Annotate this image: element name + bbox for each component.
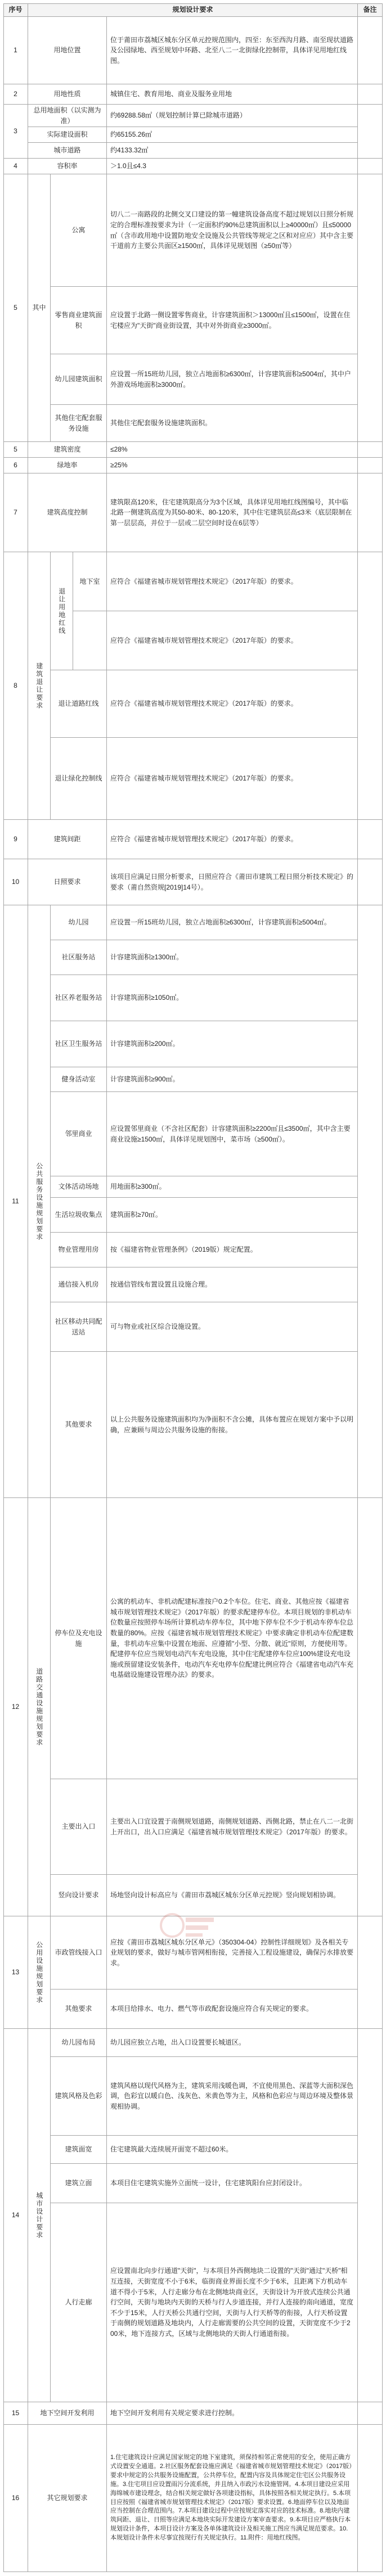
row-no: 5 xyxy=(3,174,28,442)
row-no: 6 xyxy=(3,458,28,473)
row-no: 3 xyxy=(3,105,28,159)
row-text: 城镇住宅、教育用地、商业及服务业用地 xyxy=(107,84,358,105)
row-text: 地下空间开发利用有关规定要求进行控制。 xyxy=(107,2402,358,2425)
row-no: 16 xyxy=(3,2425,28,2572)
row-remark xyxy=(358,105,383,159)
row-text: 应按《莆田市荔城区城东分区单元》（350304-04）控制性详细规划》及各相关专业规划的要求，做好与城市管网相衔接，完善接入工程设施建设，确保污水排放要求。 xyxy=(107,1916,358,1989)
watermark-icon xyxy=(156,1910,218,1942)
row-text: 应设置南北向步行通道"天街"，与本项目外西侧地块二设置的"天街"通过"天桥"相互连接，天街宽度不小于6米，临街商业界面长度不少于6米，且距离下方机动车道不得小于5米，人行走廊分布在北侧地块商业区，天街设计为开放式连续公共通行空间，天街与地块内天街的天桥与行人步道连接，并行人连接的南向通道，宽度不少于15米，人行天桥公共通行空间，天街与人行天桥等的衔接，人行天桥设置于南侧的规划道路及地块内，人行走廊需要的公共空间的设置，天街宽度不少于200米，地下连接方式，区域与北侧地块的天街人行通道衔接。 xyxy=(107,2203,358,2402)
row-item: 建筑间距 xyxy=(28,820,107,859)
row-subitem xyxy=(73,611,107,670)
row-subitem: 人行走廊 xyxy=(51,2203,107,2402)
row-item: 建筑密度 xyxy=(28,442,107,458)
row-subitem: 文体活动场地 xyxy=(51,1176,107,1198)
row-no: 12 xyxy=(3,1498,28,1916)
row-no: 13 xyxy=(3,1916,28,2029)
row-text: 按通信管线布置设置且设施合理。 xyxy=(107,1267,358,1302)
row-subitem: 社区卫生服务站 xyxy=(51,1021,107,1067)
row-subitem: 幼儿园 xyxy=(51,905,107,940)
row-remark xyxy=(358,905,383,1498)
row-subitem: 其他住宅配套服务设施 xyxy=(51,405,107,442)
row-subitem: 地下室 xyxy=(73,552,107,611)
row-no: 8 xyxy=(3,552,28,820)
row-item: 地下空间开发利用 xyxy=(28,2402,107,2425)
row-remark xyxy=(358,1916,383,2029)
row-remark xyxy=(358,17,383,84)
row-subitem: 社区移动共同配送站 xyxy=(51,1302,107,1352)
row-subitem: 幼儿园布局 xyxy=(51,2029,107,2057)
row-item: 其中 xyxy=(28,174,51,442)
row-text: 幼儿园应独立占地，出入口设置要长城道区。 xyxy=(107,2029,358,2057)
row-text: 应设置邻里商业（不含社区配套）计容建筑面积≥2200㎡且≤3500㎡，其中含主要商业设施≥1500㎡，具体详见规划图中，菜市场（≥500㎡）。 xyxy=(107,1092,358,1176)
row-no: 2 xyxy=(3,84,28,105)
row-text: 公寓的机动车、非机动配建标准按户0.2个车位。住宅、商业、其他应按《福建省城市规划管理技术规定》（2017年版）的要求配建停车位。本项目规划的非机动车位数量应按照停车场所计算机动车停车位，其中地下停车位不少于机动车停车位总数量的80%。应按《福建省城市规划管理技术规定》中要求确定非机动车位配建数量，非机动车应集中设置在地面、应遵循"小型、分散、就近"原则，方便使用等。配建停车位应当规划电动汽车充电设施，其中住宅配建停车位应100%建设充电设施或预留建设安装条件，电动汽车充电停车位配建比例应符合《福建省电动汽车充电基础设施建设管理办法》的要求。 xyxy=(107,1498,358,1779)
row-text: 应设置一所15班幼儿园，独立占地面积≥6300㎡，计容建筑面积≥5004㎡。 xyxy=(107,905,358,940)
row-subitem: 退让道路红线 xyxy=(51,670,107,738)
header-no: 序号 xyxy=(3,3,28,17)
row-no: 10 xyxy=(3,859,28,905)
row-item: 道路交通设施规划要求 xyxy=(28,1498,51,1916)
row-remark xyxy=(358,159,383,174)
row-subitem: 退让用地红线 xyxy=(51,552,73,670)
row-text: 可与物业或社区综合设施设置。 xyxy=(107,1302,358,1352)
row-no: 1 xyxy=(3,17,28,84)
row-item: 公用设施规划要求 xyxy=(28,1916,51,2029)
row-remark xyxy=(358,859,383,905)
row-subitem: 生活垃圾收集点 xyxy=(51,1198,107,1233)
row-text: 位于莆田市荔城区城东分区单元控规范围内，四至：东至西沟月路、南至现状道路及公园绿地、西至规划中环路、北至八二一北街绿化控制带，具体详见用地红线图。 xyxy=(107,17,358,84)
row-subitem: 物业管理用房 xyxy=(51,1233,107,1267)
row-text: 场地竖向设计标高应与《莆田市荔城区城东分区单元控规》竖向规划相协调。 xyxy=(107,1875,358,1916)
row-remark xyxy=(358,84,383,105)
row-text: 计容建筑面积≥1050㎡。 xyxy=(107,975,358,1021)
row-item: 日照要求 xyxy=(28,859,107,905)
row-subitem: 建筑面宽 xyxy=(51,2136,107,2164)
row-text: 1.住宅建筑设计应满足国家规定的地下室建筑，须保持相邻正常使用的安全，使用正确方式设置安全通道。2.社区服务配套设施应满足《福建省城市规划管理技术规定》（2017版）要求中规定的公共服务设施配置，公共停车位，配置内容及具体规定住宅区公共服务设施。3.住宅项目应设置雨污分流系统，并且纳入市政污水设施管网。4.本项目建设应采用海绵城市建设理念，结合相关规定做好各项建设指标，具体按照各相关规定执行。5.本项目应按照《福建省城市规划管理技术规定》（2017版）要求设置。6.地面停车位以及地面应当控制在合理范围内。7.本项目建设过程中应按规定落实对应的技术标准。8.地块内建筑间距、退让、日照等应满足本地块实际开发建设方案审查要求。9.本项目应严格执行本规划设计条件，本项目设计方案及各单体建筑设计及相关施工图应当满足规范要求。10.本规划设计条件未尽事宜按现行有关规定执行。11.附件：用地红线图。 xyxy=(107,2425,358,2572)
row-subitem: 实际建设面积 xyxy=(28,127,107,143)
row-item: 城市设计要求 xyxy=(28,2029,51,2402)
row-text: 切八二一南路段的北侧交叉口建设的第一幢建筑设备高度不超过规划以日照分析规定的合理标准按要求为计（一定面积约90%总建筑面积以上≥40000㎡）且≤50000㎡（含市政用地中设置防地安全设施及公共管线等规定之区和对应应）其中含主要干道前方主要公共面区≥1500㎡，具体详见规划图（≥50㎡等） xyxy=(107,174,358,287)
row-subitem: 社区服务站 xyxy=(51,940,107,975)
row-text: 其他住宅配套服务设施建筑面积。 xyxy=(107,405,358,442)
row-text: 应符合《福建省城市规划管理技术规定》（2017年版）的要求。 xyxy=(107,670,358,738)
row-text: 主要出入口宜设置于南侧规划道路，南侧规划道路、西侧北路，禁止在八二一北街上开出口，出入口应满足《福建省城市规划管理技术规定》（2017年版）的要求。 xyxy=(107,1779,358,1875)
row-text: 建筑面积≥70㎡。 xyxy=(107,1198,358,1233)
row-item: 建筑高度控制 xyxy=(28,473,107,552)
row-text: 应符合《福建省城市规划管理技术规定》（2017年版）的要求。 xyxy=(107,820,358,859)
row-no: 7 xyxy=(3,473,28,552)
row-text: 应符合《福建省城市规划管理技术规定》（2017年版）的要求。 xyxy=(107,552,358,611)
row-item: 用地性质 xyxy=(28,84,107,105)
row-item: 容积率 xyxy=(28,159,107,174)
row-remark xyxy=(358,2029,383,2402)
row-subitem: 社区养老服务站 xyxy=(51,975,107,1021)
row-subitem: 通信接入机房 xyxy=(51,1267,107,1302)
row-item: 总用地面积（以实测为准） xyxy=(28,105,107,127)
row-no: 9 xyxy=(3,820,28,859)
row-item: 公共服务设施规划要求 xyxy=(28,905,51,1498)
row-text: 本项目住宅建筑实施外立面统一设计，住宅建筑阳台应封闭设计。 xyxy=(107,2164,358,2203)
row-subitem: 主要出入口 xyxy=(51,1779,107,1875)
row-remark xyxy=(358,552,383,820)
row-text: 住宅建筑最大连续展开面宽不超过60米。 xyxy=(107,2136,358,2164)
row-text: 建筑风格以现代风格为主，建筑采用浅暖色调，不宜使用黑色、深蓝等大面积深色调，色彩宜以暖白色、浅灰色、米黄色等为主，风格和色彩应与周边环境及整体景观相协调。 xyxy=(107,2057,358,2136)
row-subitem: 零售商业建筑面积 xyxy=(51,287,107,354)
row-subitem: 市政管线接入口 xyxy=(51,1916,107,1989)
row-text: ≥25% xyxy=(107,458,358,473)
row-text: ≤28% xyxy=(107,442,358,458)
row-text: 应符合《福建省城市规划管理技术规定》（2017年版）的要求。 xyxy=(107,611,358,670)
planning-requirements-table xyxy=(3,3,383,2572)
row-remark xyxy=(358,458,383,473)
row-subitem: 城市道路 xyxy=(28,143,107,159)
row-item: 用地位置 xyxy=(28,17,107,84)
row-subitem: 退让绿化控制线 xyxy=(51,738,107,820)
row-text: 本项目给排水、电力、燃气等市政配套设施应符合有关规定的要求。 xyxy=(107,1989,358,2029)
row-item: 其它规划要求 xyxy=(28,2425,107,2572)
row-text: 约65155.26㎡ xyxy=(107,127,358,143)
row-no: 11 xyxy=(3,905,28,1498)
row-subitem: 幼儿园建筑面积 xyxy=(51,354,107,405)
row-subitem: 建筑立面 xyxy=(51,2164,107,2203)
row-no: 15 xyxy=(3,2402,28,2425)
row-subitem: 建筑风格及色彩 xyxy=(51,2057,107,2136)
row-subitem: 邻里商业 xyxy=(51,1092,107,1176)
row-no: 5 xyxy=(3,442,28,458)
row-no: 14 xyxy=(3,2029,28,2402)
row-text: 以上公共服务设施建筑面积均为净面积不含公摊，具体布置应在规划方案中予以明确，应兼顾与周边公共服务设施的衔接。 xyxy=(107,1352,358,1498)
row-text: 建筑限高120米，住宅建筑限高分为3个区域，具体详见用地红线图编号，其中临北路一侧建筑高度为其50-80米、80-120米，其中住宅建筑层高≤3米（底层限制在第一层层高，并位于一层或二层空间时设在6层等） xyxy=(107,473,358,552)
row-no: 4 xyxy=(3,159,28,174)
row-subitem: 其他要求 xyxy=(51,1352,107,1498)
row-remark xyxy=(358,442,383,458)
row-text: ＞1.0且≤4.3 xyxy=(107,159,358,174)
row-remark xyxy=(358,820,383,859)
row-remark xyxy=(358,1498,383,1916)
row-subitem: 停车位及充电设施 xyxy=(51,1498,107,1779)
header-remarks: 备注 xyxy=(358,3,383,17)
row-remark xyxy=(358,174,383,442)
row-text: 计容建筑面积≥200㎡。 xyxy=(107,1021,358,1067)
row-subitem: 竖向设计要求 xyxy=(51,1875,107,1916)
header-requirements: 规划设计要求 xyxy=(28,3,358,17)
row-item: 建筑退让要求 xyxy=(28,552,51,820)
row-text: 计容建筑面积≥1300㎡。 xyxy=(107,940,358,975)
row-item: 绿地率 xyxy=(28,458,107,473)
row-subitem: 其他要求 xyxy=(51,1989,107,2029)
row-text: 应设置一所15班幼儿园，独立占地面积≥6300㎡，计容建筑面积≥5004㎡，其中户外游戏场地面积≥3000㎡。 xyxy=(107,354,358,405)
row-text: 按《福建省物业管理条例》（2019版）规定配置。 xyxy=(107,1233,358,1267)
row-text: 应符合《福建省城市规划管理技术规定》（2017年版）的要求。 xyxy=(107,738,358,820)
row-subitem: 健身活动室 xyxy=(51,1067,107,1092)
row-text: 应设置于北路一侧设置零售商业，计容建筑面积＞13000㎡且≤1500㎡，设置在住宅楼应为"天街"商业街设置，其中对外街商业≥3000㎡。 xyxy=(107,287,358,354)
row-remark xyxy=(358,2425,383,2572)
row-text: 用地面积≥300㎡。 xyxy=(107,1176,358,1198)
row-remark xyxy=(358,2402,383,2425)
row-remark xyxy=(358,473,383,552)
row-text: 约4133.32㎡ xyxy=(107,143,358,159)
row-text: 约69288.58㎡（规划控制计算已除城市道路） xyxy=(107,105,358,127)
row-text: 计容建筑面积≥900㎡。 xyxy=(107,1067,358,1092)
row-text: 该项目应满足日照分析要求，日照应符合《莆田市建筑工程日照分析技术规定》的要求（莆自然资规[2019]14号）。 xyxy=(107,859,358,905)
row-subitem: 公寓 xyxy=(51,174,107,287)
